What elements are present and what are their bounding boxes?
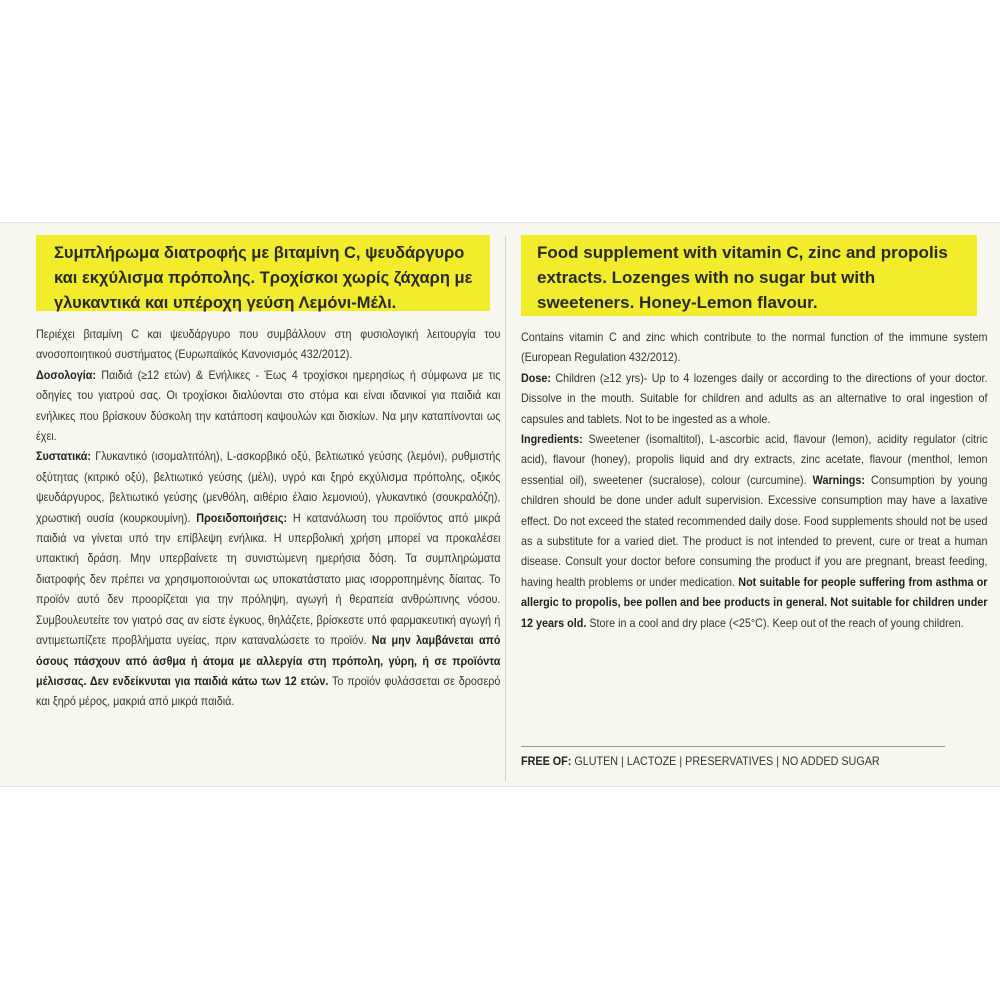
free-of-text: GLUTEN | LACTOZE | PRESERVATIVES | NO ADDED SUGAR: [571, 755, 880, 768]
english-dose-label: Dose:: [521, 371, 551, 385]
english-ingredients-label: Ingredients:: [521, 433, 583, 447]
greek-intro: Περιέχει βιταμίνη C και ψευδάργυρο που συμβάλλουν στη φυσιολογική λειτουργία του ανοσοποιητικού συστήματος (Ευρωπαϊκός Κανονισμός 432/2012).: [36, 328, 501, 362]
greek-warnings-text: Η κατανάλωση του προϊόντος από μικρά παιδιά να γίνεται υπό την επίβλεψη ενήλικα. Η υπερβολική χρήση μπορεί να προκαλέσει υπακτική δράση. Μην υπερβαίνετε τη συνιστώμενη ημερήσια δόση. Τα συμπληρώματα διατροφής δεν πρέπει να χρησιμοποιούνται ως υποκατάστατο μιας ισορροπημένης δίαιτας. Το προϊόν αυτό δεν προορίζεται για την πρόληψη, αγωγή ή θεραπεία ανθρώπινης νόσου. Συμβουλευτείτε τον γιατρό σας αν είστε έγκυος, θηλάζετε, βρίσκεστε υπό φαρμακευτική αγωγή ή αντιμετωπίζετε προβλήματα υγείας, πριν καταναλώσετε το προϊόν.: [36, 511, 501, 648]
greek-warnings-label: Προειδοποιήσεις:: [196, 511, 288, 525]
english-intro: Contains vitamin C and zinc which contribute to the normal function of the immune system (European Regulation 432/2012).: [521, 331, 988, 365]
greek-body: [36, 325, 500, 713]
free-of-label: FREE OF:: [521, 755, 572, 768]
english-storage: Store in a cool and dry place (<25°C). Keep out of the reach of young children.: [586, 616, 964, 630]
english-dose: [521, 369, 987, 430]
english-dose-text: Children (≥12 yrs)- Up to 4 lozenges daily or according to the directions of your doctor. Dissolve in the mouth. Suitable for children and adults as an alternative to oral ingestion of capsules and tablets. Not to be ingested as a whole.: [521, 371, 988, 426]
english-bold-warning: Not suitable for people suffering from asthma or allergic to propolis, bee pollen and bee products in general. Not suitable for children under 12 years old.: [521, 575, 988, 630]
greek-headline: Συμπλήρωμα διατροφής με βιταμίνη C, ψευδάργυρο και εκχύλισμα πρόπολης. Τροχίσκοι χωρίς ζάχαρη με γλυκαντικά και υπέροχη γεύση Λεμόνι-Μέλι.: [36, 235, 490, 311]
greek-ingredients: [36, 447, 500, 712]
greek-dosage-label: Δοσολογία:: [36, 368, 96, 382]
greek-dosage: [36, 366, 500, 448]
english-ingredients-text: Sweetener (isomaltitol), L-ascorbic acid, flavour (lemon), acidity regulator (citric acid), flavour (honey), propolis liquid and dry extracts, zinc acetate, flavour (menthol, lemon essential oil), sweetener (sucralose), colour (curcumine).: [521, 433, 988, 487]
greek-bold-warning: Να μην λαμβάνεται από όσους πάσχουν από άσθμα ή άτομα με αλλεργία στη πρόπολη, γύρη, ή σε προϊόντα μέλισσας. Δεν ενδείκνυται για παιδιά κάτω των 12 ετών.: [36, 634, 501, 688]
english-ingredients: [521, 430, 987, 634]
greek-ingredients-label: Συστατικά:: [36, 450, 91, 464]
free-of-line: [521, 746, 945, 768]
greek-ingredients-text: Γλυκαντικό (ισομαλτιτόλη), L-ασκορβικό οξύ, βελτιωτικό γεύσης (λεμόνι), ρυθμιστής οξύτητας (κιτρικό οξύ), βελτιωτικό γεύσης (μέλι), υγρό και ξηρό εκχύλισμα πρόπολης, οξικός ψευδάργυρος, βελτιωτικό γεύσης (μενθόλη, αιθέριο έλαιο λεμονιού), γλυκαντικό (σουκραλόζη), χρωστική ουσία (κουρκουμίνη).: [36, 450, 501, 525]
greek-storage: Το προϊόν φυλάσσεται σε δροσερό και ξηρό μέρος, μακριά από μικρά παιδιά.: [36, 674, 501, 709]
english-body: [521, 328, 987, 634]
greek-column: [36, 235, 501, 713]
english-warnings-label: Warnings:: [812, 473, 865, 487]
column-divider: [505, 236, 506, 781]
english-column: [521, 235, 988, 634]
english-warnings-text: Consumption by young children should be done under adult supervision. Excessive consumption may have a laxative effect. Do not exceed the stated recommended daily dose. Food supplements should not be used as a substitute for a varied diet. The product is not intended to prevent, cure or treat a human disease. Consult your doctor before consuming the product if you are pregnant, breast feeding, having health problems or under medication.: [521, 473, 988, 589]
greek-dosage-text: Παιδιά (≥12 ετών) & Ενήλικες - Έως 4 τροχίσκοι ημερησίως ή σύμφωνα με τις οδηγίες του γιατρού σας. Οι τροχίσκοι διαλύονται στο στόμα και είναι ιδανικοί για παιδιά και ενήλικες που βρίσκουν δύσκολη την κατάποση καψουλών και δισκίων. Να μην καταπίνονται ως έχει.: [36, 368, 501, 444]
english-headline: Food supplement with vitamin C, zinc and propolis extracts. Lozenges with no sugar but with sweeteners. Honey-Lemon flavour.: [521, 235, 977, 316]
